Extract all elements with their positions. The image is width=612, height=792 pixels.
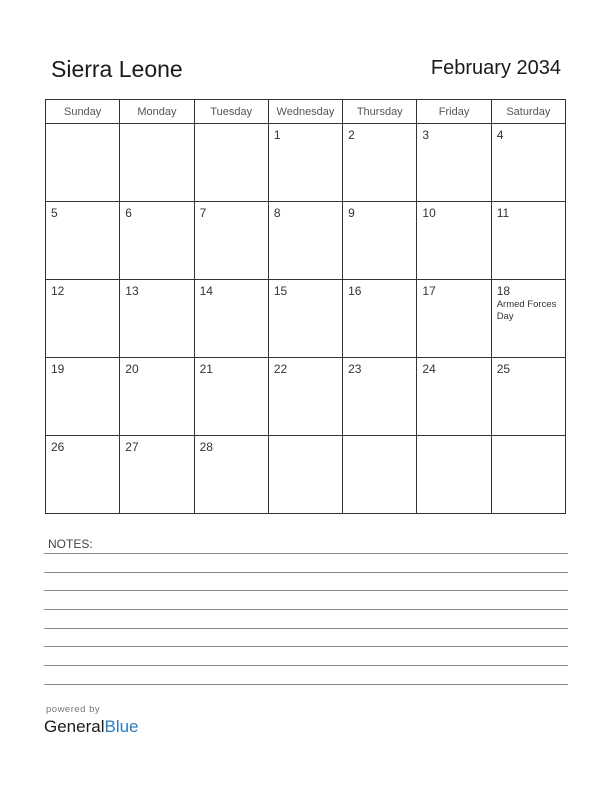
weekday-tuesday: Tuesday bbox=[194, 100, 268, 124]
note-line bbox=[44, 646, 568, 647]
day-number: 10 bbox=[422, 206, 436, 220]
day-cell bbox=[46, 280, 120, 358]
day-cell bbox=[46, 436, 120, 514]
day-number: 18 bbox=[496, 284, 511, 298]
day-cell bbox=[268, 436, 342, 514]
week-row bbox=[46, 202, 566, 280]
weekday-monday: Monday bbox=[120, 100, 194, 124]
day-number: 26 bbox=[51, 440, 65, 454]
powered-by-text: powered by bbox=[46, 704, 101, 715]
day-cell bbox=[194, 280, 268, 358]
day-cell bbox=[194, 124, 268, 202]
day-cell bbox=[268, 358, 342, 436]
day-cell bbox=[343, 280, 417, 358]
month-title: February 2034 bbox=[430, 57, 561, 79]
weekday-sunday: Sunday bbox=[46, 100, 120, 124]
note-line bbox=[44, 684, 568, 685]
day-number: 22 bbox=[273, 362, 288, 376]
day-number: 5 bbox=[51, 206, 58, 220]
weekday-thursday: Thursday bbox=[343, 100, 417, 124]
day-cell bbox=[194, 358, 268, 436]
day-cell bbox=[194, 202, 268, 280]
day-cell bbox=[120, 436, 194, 514]
day-cell bbox=[120, 202, 194, 280]
day-number: 16 bbox=[348, 284, 362, 298]
note-line bbox=[44, 609, 568, 610]
day-number: 3 bbox=[422, 128, 430, 142]
day-number: 2 bbox=[348, 128, 355, 142]
day-number: 1 bbox=[273, 128, 281, 142]
day-number: 21 bbox=[199, 362, 213, 376]
day-number: 11 bbox=[496, 206, 510, 220]
day-cell bbox=[491, 280, 565, 358]
day-cell bbox=[268, 202, 342, 280]
day-number: 23 bbox=[348, 362, 362, 376]
weekday-wednesday: Wednesday bbox=[268, 100, 342, 124]
note-line bbox=[44, 590, 568, 591]
day-cell bbox=[417, 202, 491, 280]
day-number: 12 bbox=[51, 284, 65, 298]
day-cell bbox=[268, 280, 342, 358]
week-row bbox=[46, 124, 566, 202]
day-cell bbox=[120, 280, 194, 358]
day-number: 27 bbox=[125, 440, 139, 454]
day-cell bbox=[268, 124, 342, 202]
week-row bbox=[46, 280, 566, 358]
note-line bbox=[44, 665, 568, 666]
brand-blue: Blue bbox=[104, 717, 139, 736]
day-cell bbox=[343, 202, 417, 280]
note-line bbox=[44, 553, 568, 554]
day-cell bbox=[491, 358, 565, 436]
day-number: 28 bbox=[199, 440, 213, 454]
brand-general: General bbox=[44, 717, 105, 736]
week-row bbox=[46, 436, 566, 514]
note-line bbox=[44, 628, 568, 629]
day-cell bbox=[417, 280, 491, 358]
day-number: 20 bbox=[125, 362, 139, 376]
day-number: 17 bbox=[422, 284, 436, 298]
day-cell bbox=[343, 358, 417, 436]
week-row bbox=[46, 358, 566, 436]
day-number: 24 bbox=[422, 362, 436, 376]
day-number: 7 bbox=[199, 206, 207, 220]
day-cell bbox=[491, 202, 565, 280]
day-cell bbox=[491, 124, 565, 202]
holiday-label: Armed Forces Day bbox=[496, 299, 557, 322]
day-cell bbox=[46, 202, 120, 280]
day-number: 19 bbox=[51, 362, 65, 376]
day-number: 6 bbox=[125, 206, 132, 220]
day-number: 15 bbox=[273, 284, 288, 298]
weekday-friday: Friday bbox=[417, 100, 491, 124]
day-number: 4 bbox=[496, 128, 504, 142]
country-title: Sierra Leone bbox=[51, 56, 183, 82]
day-number: 14 bbox=[199, 284, 213, 298]
generalblue-logo bbox=[44, 717, 139, 737]
day-number: 13 bbox=[125, 284, 139, 298]
day-cell bbox=[46, 358, 120, 436]
day-cell bbox=[417, 436, 491, 514]
day-cell bbox=[343, 124, 417, 202]
day-number: 9 bbox=[348, 206, 355, 220]
day-cell bbox=[343, 436, 417, 514]
day-cell bbox=[120, 124, 194, 202]
day-cell bbox=[120, 358, 194, 436]
weekday-saturday: Saturday bbox=[491, 100, 565, 124]
note-line bbox=[44, 572, 568, 573]
notes-label: NOTES: bbox=[48, 537, 93, 551]
day-cell bbox=[46, 124, 120, 202]
day-cell bbox=[194, 436, 268, 514]
day-cell bbox=[417, 358, 491, 436]
day-cell bbox=[491, 436, 565, 514]
day-cell bbox=[417, 124, 491, 202]
day-number: 8 bbox=[273, 206, 281, 220]
day-number: 25 bbox=[496, 362, 511, 376]
weekday-header-row bbox=[46, 100, 566, 124]
calendar-grid bbox=[45, 99, 566, 514]
